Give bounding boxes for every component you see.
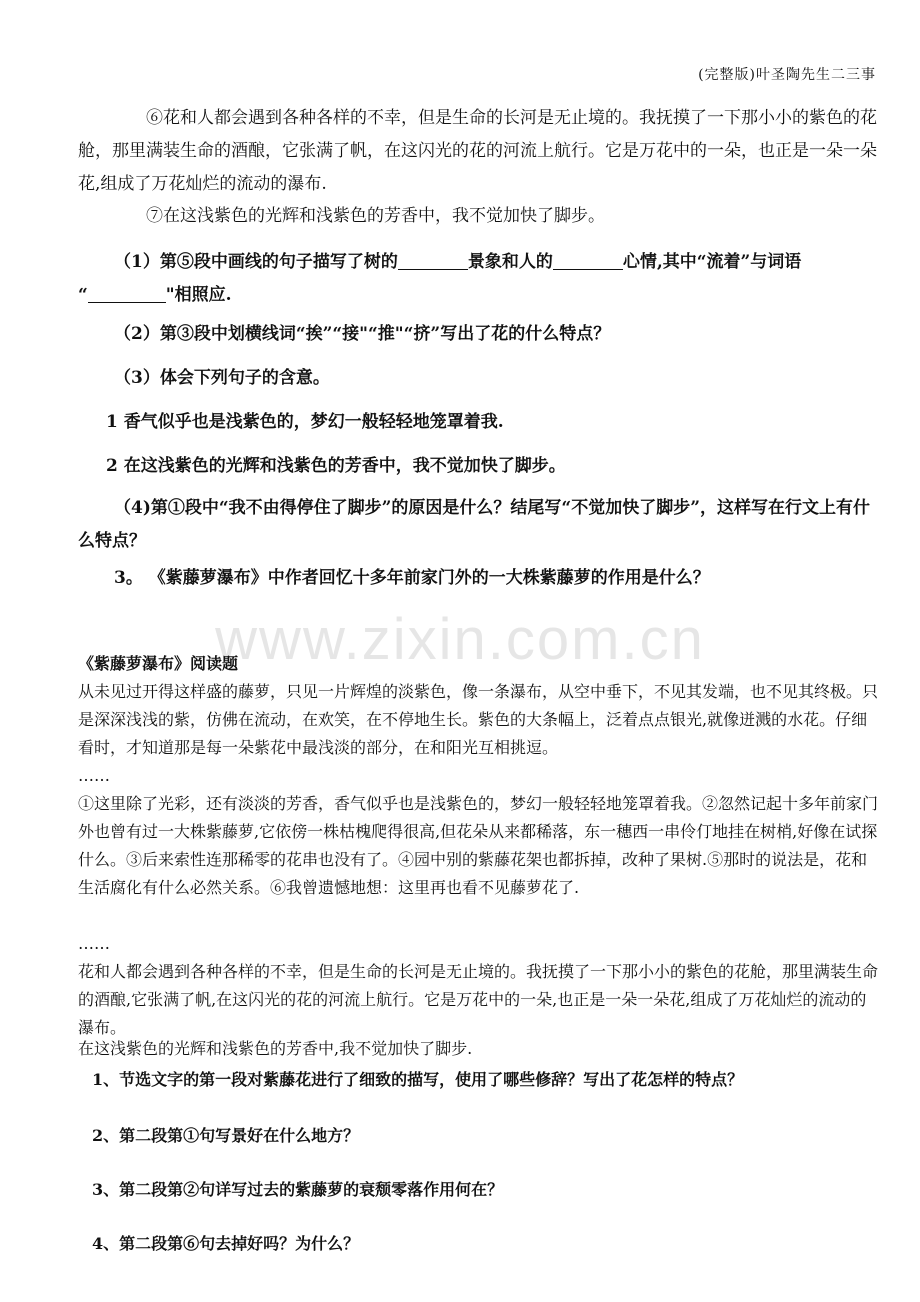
question-1-part-c: 心情,其中“流着”与词语 — [622, 252, 802, 272]
question-1-part-b: 景象和人的 — [467, 252, 553, 272]
watermark: www.zixin.com.cn — [215, 607, 705, 672]
question-1-part-d: “ — [78, 285, 88, 305]
answer-blank[interactable] — [88, 285, 166, 303]
reading-question-1: 1、节选文字的第一段对紫藤花进行了细致的描写，使用了哪些修辞？写出了花怎样的特点？ — [92, 1070, 744, 1089]
question-3-item-2: 2 在这浅紫色的光辉和浅紫色的芳香中，我不觉加快了脚步。 — [106, 456, 566, 476]
question-section-3: 3。 《紫藤萝瀑布》中作者回忆十多年前家门外的一大株紫藤萝的作用是什么？ — [114, 568, 710, 588]
ellipsis: …… — [78, 934, 110, 953]
question-3-item-1: 1 香气似乎也是浅紫色的，梦幻一般轻轻地笼罩着我. — [106, 412, 504, 432]
reading-question-4: 4、第二段第⑥句去掉好吗？为什么？ — [92, 1234, 360, 1253]
paragraph-6: ⑥花和人都会遇到各种各样的不幸，但是生命的长河是无止境的。我抚摸了一下那小小的紫色的花舱，那里满装生命的酒酿，它张满了帆，在这闪光的花的河流上航行。它是万花中的一朵，也正是一朵一朵花,组成了万花灿烂的流动的瀑布. — [78, 108, 877, 194]
reading-question-2: 2、第二段第①句写景好在什么地方？ — [92, 1126, 360, 1145]
reading-title: 《紫藤萝瀑布》阅读题 — [78, 654, 239, 673]
question-1 — [78, 246, 878, 312]
reading-paragraph-2: ①这里除了光彩，还有淡淡的芳香，香气似乎也是浅紫色的，梦幻一般轻轻地笼罩着我。②忽然记起十多年前家门外也曾有过一大株紫藤萝,它依傍一株枯槐爬得很高,但花朵从来都稀落，东一穗西一串伶仃地挂在树梢,好像在试探什么。③后来索性连那稀零的花串也没有了。④园中别的紫藤花架也都拆掉，改种了果树.⑤那时的说法是，花和生活腐化有什么必然关系。⑥我曾遗憾地想：这里再也看不见藤萝花了. — [78, 794, 879, 897]
answer-blank[interactable] — [398, 252, 468, 270]
page-header: (完整版)叶圣陶先生二三事 — [698, 67, 876, 83]
paragraph-7: ⑦在这浅紫色的光辉和浅紫色的芳香中，我不觉加快了脚步。 — [146, 206, 605, 226]
reading-paragraph-3: 花和人都会遇到各种各样的不幸，但是生命的长河是无止境的。我抚摸了一下那小小的紫色的花舱，那里满装生命的酒酿,它张满了帆,在这闪光的花的河流上航行。它是万花中的一朵,也正是一朵一朵花,组成了万花灿烂的流动的瀑布。 — [78, 962, 879, 1037]
question-1-part-a: （1）第⑤段中画线的句子描写了树的 — [114, 252, 398, 272]
reading-paragraph-4: 在这浅紫色的光辉和浅紫色的芳香中,我不觉加快了脚步. — [78, 1039, 473, 1058]
question-3: （3）体会下列句子的含意。 — [114, 368, 330, 388]
question-4: （4)第①段中“我不由得停住了脚步”的原因是什么？结尾写“不觉加快了脚步”，这样写在行文上有什么特点？ — [78, 498, 870, 551]
reading-question-3: 3、第二段第②句详写过去的紫藤萝的衰颓零落作用何在？ — [92, 1180, 504, 1199]
answer-blank[interactable] — [553, 252, 623, 270]
question-2: （2）第③段中划横线词“挨”“接"“推"“挤”写出了花的什么特点？ — [114, 324, 611, 344]
question-1-part-e: "相照应. — [165, 285, 232, 305]
reading-paragraph-1: 从未见过开得这样盛的藤萝，只见一片辉煌的淡紫色，像一条瀑布，从空中垂下，不见其发端，也不见其终极。只是深深浅浅的紫，仿佛在流动，在欢笑，在不停地生长。紫色的大条幅上，泛着点点银光,就像迸溅的水花。仔细看时，才知道那是每一朵紫花中最浅淡的部分，在和阳光互相挑逗。 — [78, 682, 879, 757]
ellipsis: …… — [78, 766, 110, 785]
